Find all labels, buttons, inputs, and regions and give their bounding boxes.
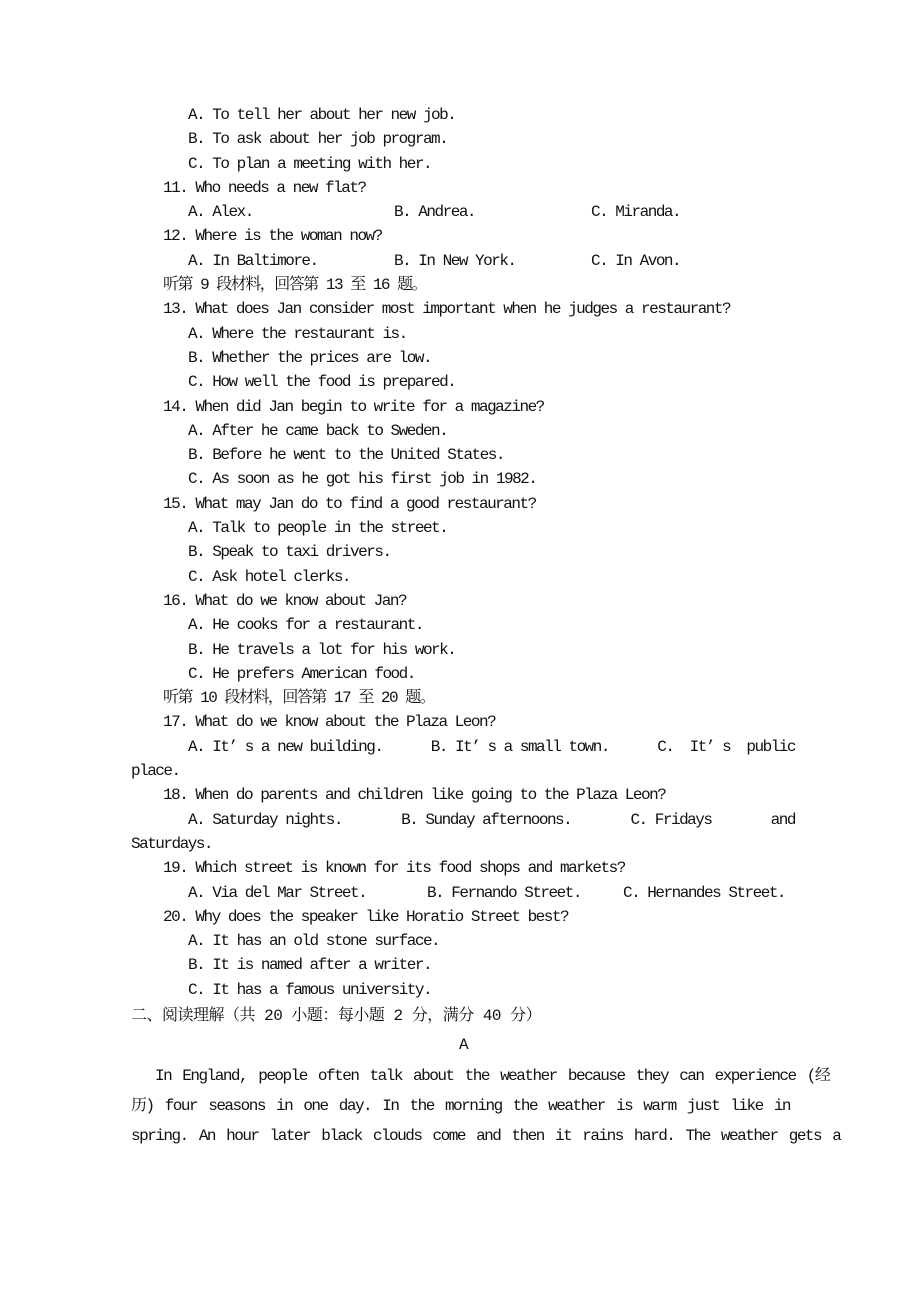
option-line: A. After he came back to Sweden. — [188, 421, 448, 440]
question-line: 14. When did Jan begin to write for a magazine? — [163, 397, 544, 416]
option-cell: C. Miranda. — [591, 203, 681, 222]
passage-line: spring. An hour later black clouds come and then it rains hard. The weather gets a — [131, 1126, 841, 1145]
option-cell: C. In Avon. — [591, 251, 681, 270]
option-cell: B. It’ s a small town. — [430, 737, 609, 756]
option-line: A. Where the restaurant is. — [188, 324, 407, 343]
option-line: B. Speak to taxi drivers. — [188, 543, 391, 562]
option-row-justified — [131, 735, 795, 759]
option-line: C. He prefers American food. — [188, 664, 415, 683]
option-line: B. To ask about her job program. — [188, 130, 448, 149]
option-line: C. Ask hotel clerks. — [188, 567, 351, 586]
option-cell: A. It’ s a new building. — [188, 737, 383, 756]
option-line: A. It has an old stone surface. — [188, 932, 440, 951]
question-line: 11. Who needs a new flat? — [163, 178, 366, 197]
question-line: 18. When do parents and children like going to the Plaza Leon? — [163, 786, 666, 805]
option-row — [131, 200, 795, 224]
option-line: C. It has a famous university. — [188, 980, 432, 999]
option-line: A. He cooks for a restaurant. — [188, 616, 423, 635]
option-line: A. Talk to people in the street. — [188, 519, 448, 538]
question-line: 20. Why does the speaker like Horatio Street best? — [163, 907, 569, 926]
option-line: A. To tell her about her new job. — [188, 106, 456, 124]
option-cell: B. Sunday afternoons. — [401, 810, 572, 829]
option-line: C. How well the food is prepared. — [188, 373, 456, 392]
question-line: 17. What do we know about the Plaza Leon? — [163, 713, 496, 732]
option-cell: A. Saturday nights. — [188, 810, 342, 829]
wrapped-option-line: place. — [131, 762, 180, 781]
question-line: 13. What does Jan consider most important when he judges a restaurant? — [163, 300, 731, 319]
passage-label: A — [458, 1035, 468, 1054]
listening-material-note: 听第 10 段材料，回答第 17 至 20 题。 — [163, 689, 435, 708]
option-cell: and — [770, 810, 795, 829]
question-line: 12. Where is the woman now? — [163, 227, 382, 246]
listening-material-note: 听第 9 段材料，回答第 13 至 16 题。 — [163, 276, 427, 295]
option-cell: B. Fernando Street. — [427, 883, 581, 902]
option-line: B. Before he went to the United States. — [188, 446, 504, 465]
option-row-justified — [131, 808, 795, 832]
option-cell: A. Via del Mar Street. — [188, 883, 367, 902]
question-line: 15. What may Jan do to find a good restaurant? — [163, 494, 536, 513]
section-heading: 二、阅读理解（共 20 小题：每小题 2 分，满分 40 分） — [131, 1006, 542, 1025]
question-line: 19. Which street is known for its food shops and markets? — [163, 859, 625, 878]
option-line: B. Whether the prices are low. — [188, 348, 432, 367]
option-cell: A. In Baltimore. — [188, 251, 318, 270]
option-cell: C. Hernandes Street. — [623, 883, 786, 902]
option-cell: A. Alex. — [188, 203, 253, 222]
exam-text-block — [131, 103, 841, 1151]
option-line: B. It is named after a writer. — [188, 956, 432, 975]
option-line: C. To plan a meeting with her. — [188, 154, 432, 173]
question-line: 16. What do we know about Jan? — [163, 591, 407, 610]
option-cell: B. Andrea. — [394, 203, 476, 222]
passage-line: In England, people often talk about the weather because they can experience (经 — [155, 1066, 830, 1085]
passage-line: 历) four seasons in one day. In the morning the weather is warm just like in — [131, 1096, 791, 1115]
option-line: C. As soon as he got his first job in 1982. — [188, 470, 537, 489]
option-cell: C. Fridays — [630, 810, 712, 829]
wrapped-option-line: Saturdays. — [131, 834, 213, 853]
option-line: B. He travels a lot for his work. — [188, 640, 456, 659]
option-cell: C. It’ s public — [657, 737, 795, 756]
option-cell: B. In New York. — [394, 251, 516, 270]
option-row — [131, 881, 795, 905]
option-row — [131, 249, 795, 273]
